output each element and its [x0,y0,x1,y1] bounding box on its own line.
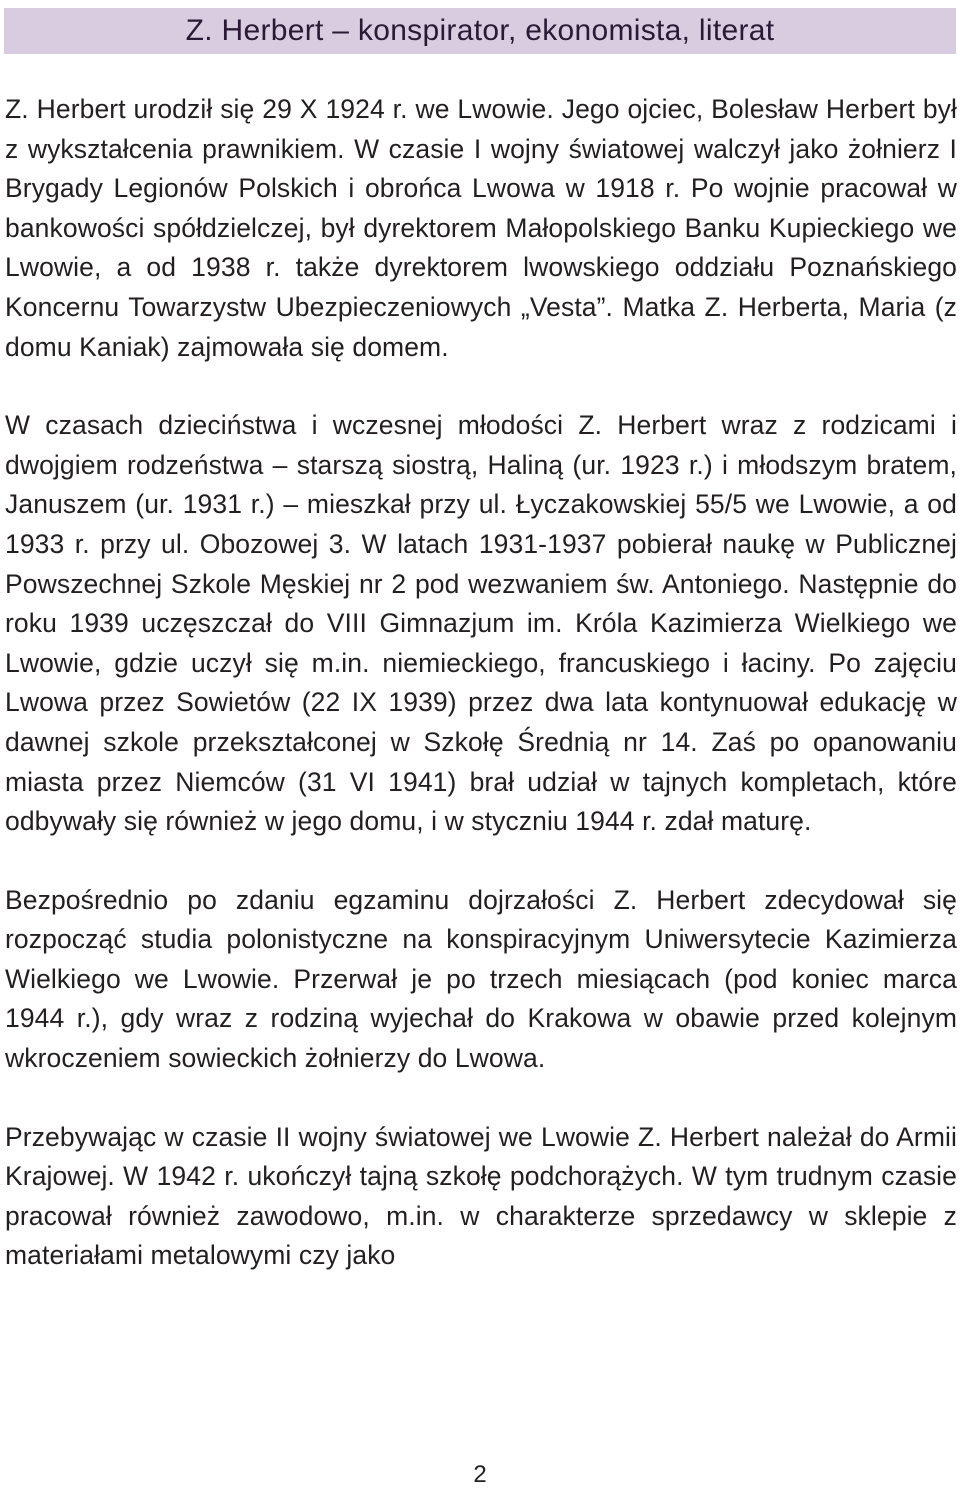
title-banner [4,8,956,54]
paragraph-family: Z. Herbert urodził się 29 X 1924 r. we Lwowie. Jego ojciec, Bolesław Herbert był z wykształcenia prawnikiem. W czasie I wojny światowej walczył jako żołnierz I Brygady Legionów Polskich i obrońca Lwowa w 1918 r. Po wojnie pracował w bankowości spółdzielczej, był dyrektorem Małopolskiego Banku Kupieckiego we Lwowie, a od 1938 r. także dyrektorem lwowskiego oddziału Poznańskiego Koncernu Towarzystw Ubezpieczeniowych „Vesta”. Matka Z. Herberta, Maria (z domu Kaniak) zajmowała się domem. [5,94,957,362]
body-text [5,90,957,1315]
paragraph-university: Bezpośrednio po zdaniu egzaminu dojrzałości Z. Herbert zdecydował się rozpocząć studia polonistyczne na konspiracyjnym Uniwersytecie Kazimierza Wielkiego we Lwowie. Przerwał je po trzech miesiącach (pod koniec marca 1944 r.), gdy wraz z rodziną wyjechał do Krakowa w obawie przed kolejnym wkroczeniem sowieckich żołnierzy do Lwowa. [5,884,957,1074]
page-number: 2 [473,1461,487,1488]
page-title: Z. Herbert – konspirator, ekonomista, literat [185,14,775,47]
paragraph-home-army: Przebywając w czasie II wojny światowej we Lwowie Z. Herbert należał do Armii Krajowej. W 1942 r. ukończył tajną szkołę podchorążych. W tym trudnym czasie pracował również zawodowo, m.in. w charakterze sprzedawcy w sklepie z materiałami metalowymi czy jako [5,1121,957,1271]
paragraph-childhood-education: W czasach dzieciństwa i wczesnej młodości Z. Herbert wraz z rodzicami i dwojgiem rodzeństwa – starszą siostrą, Haliną (ur. 1923 r.) i młodszym bratem, Januszem (ur. 1931 r.) – mieszkał przy ul. Łyczakowskiej 55/5 we Lwowie, a od 1933 r. przy ul. Obozowej 3. W latach 1931-1937 pobierał naukę w Publicznej Powszechnej Szkole Męskiej nr 2 pod wezwaniem św. Antoniego. Następnie do roku 1939 uczęszczał do VIII Gimnazjum im. Króla Kazimierza Wielkiego we Lwowie, gdzie uczył się m.in. niemieckiego, francuskiego i łaciny. Po zajęciu Lwowa przez Sowietów (22 IX 1939) przez dwa lata kontynuował edukację w dawnej szkole przekształconej w Szkołę Średnią nr 14. Zaś po opanowaniu miasta przez Niemców (31 VI 1941) brał udział w tajnych kompletach, które odbywały się również w jego domu, i w styczniu 1944 r. zdał maturę. [5,410,957,837]
